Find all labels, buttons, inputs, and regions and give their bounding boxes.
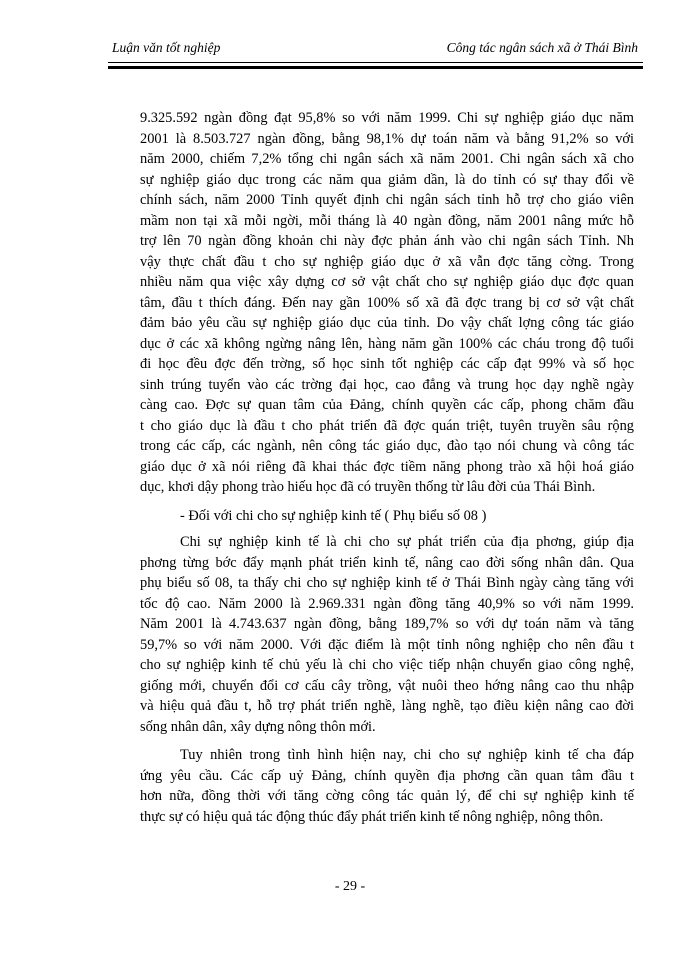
text-line: dục, khơi dậy phong trào hiếu học đã có truyền thống từ lâu đời của Thái Bình. (140, 479, 596, 495)
text-line: cho sự nghiệp kinh tế chủ yếu là chi cho việc tiếp nhận chuyển giao công nghệ, (140, 657, 634, 673)
text-line: Chi sự nghiệp kinh tế là chi cho sự phát triển của địa phơng, giúp địa (180, 534, 634, 550)
header-topic-label: Công tác ngân sách xã ở Thái Bình (446, 40, 638, 55)
text-line: đảm bảo yêu cầu sự nghiệp giáo dục của tỉnh. Do vậy chất lợng công tác giáo (140, 315, 634, 331)
text-line: tâm, đầu t thích đáng. Đến nay gần 100% số xã đã đợc trang bị cơ sở vật chất (140, 294, 634, 311)
paragraph-economic (140, 532, 634, 737)
text-line: nhiều năm qua việc xây dựng cơ sở vật chất cho sự nghiệp giáo dục đợc quan (140, 274, 634, 290)
text-line: mầm non tại xã mỗi ngời, mỗi tháng là 40 ngàn đồng, năm 2001 nâng mức hỗ (140, 212, 634, 229)
text-line: chính sách, năm 2000 Tỉnh quyết định chi ngân sách tỉnh hỗ trợ cho giáo viên (140, 192, 634, 208)
text-line: hơn nữa, đồng thời với tăng cờng công tác quản lý, để chi sự nghiệp kinh tế (140, 788, 634, 804)
text-line: Năm 2001 là 4.743.637 ngàn đồng, bằng 189,7% so với dự toán năm và tăng (140, 616, 634, 632)
text-line: thực sự có hiệu quả tác động thúc đẩy phát triển kinh tế nông nghiệp, nông thôn. (140, 808, 604, 825)
text-line: trợ lên 70 ngàn đồng khoản chi này đợc phản ánh vào chi ngân sách Tỉnh. Nh (140, 233, 634, 249)
text-line: sự nghiệp giáo dục trong các năm qua giảm dần, là do tỉnh có sự thay đổi về (140, 171, 634, 188)
text-line: giống mới, chuyển đổi cơ cấu cây trồng, vật nuôi theo hớng nâng cao thu nhập (140, 677, 634, 694)
text-line: 59,7% so với năm 2000. Với đặc điểm là một tỉnh nông nghiệp cho nên đầu t (140, 636, 634, 653)
paragraph-conclusion (140, 745, 634, 827)
body-text (140, 108, 634, 827)
text-line: Tuy nhiên trong tình hình hiện nay, chi cho sự nghiệp kinh tế cha đáp (180, 747, 634, 763)
text-line: 2001 là 8.503.727 ngàn đồng, bằng 98,1% dự toán năm và bằng 91,2% so với (140, 130, 634, 147)
page-footer (0, 879, 700, 895)
text-line: dục ở các xã không ngừng nâng lên, hàng năm gần 100% các cháu trong độ tuổi (140, 335, 634, 352)
page-header (112, 40, 638, 60)
paragraph-education (140, 108, 634, 498)
text-line: t cho giáo dục là đầu t cho phát triển đã đợc quán triệt, tuyên truyền sâu rộng (140, 417, 634, 434)
text-line: sinh trúng tuyển vào các trờng đại học, cao đẳng và trung học dạy nghề ngày (140, 376, 634, 393)
page-number: - 29 - (334, 879, 366, 894)
text-line: phơng từng bớc đẩy mạnh phát triển kinh tế, nâng cao đời sống nhân dân. Qua (140, 554, 634, 571)
text-line: năm 2000, chiếm 7,2% tổng chi ngân sách xã năm 2001. Chi ngân sách xã cho (140, 151, 634, 167)
text-line: 9.325.592 ngàn đồng đạt 95,8% so với năm 1999. Chi sự nghiệp giáo dục năm (140, 110, 634, 126)
text-line: ứng yêu cầu. Các cấp uỷ Đảng, chính quyền địa phơng cần quan tâm đầu t (140, 767, 634, 784)
text-line: đi học đều đợc đến trờng, số học sinh tốt nghiệp các cấp đạt 99% và số học (140, 356, 634, 372)
text-line: càng cao. Đợc sự quan tâm của Đảng, chính quyền các cấp, phong chăm đầu (140, 397, 634, 413)
text-line: sống nhân dân, xây dựng nông thôn mới. (140, 718, 376, 735)
header-thesis-label: Luận văn tốt nghiệp (112, 40, 221, 55)
text-line: vậy thực chất đầu t cho sự nghiệp giáo dục ở xã vẫn đợc tăng cờng. Trong (140, 253, 634, 270)
text-line: phụ biểu số 08, ta thấy chi cho sự nghiệp kinh tế ở Thái Bình ngày càng tăng với (140, 575, 634, 591)
text-line: trong các cấp, các ngành, nên công tác giáo dục, đào tạo nói chung và công tác (140, 438, 634, 454)
header-rule-thick (108, 66, 643, 69)
text-line: tốc độ cao. Năm 2000 là 2.969.331 ngàn đồng tăng 40,9% so với năm 1999. (140, 595, 634, 612)
subheading-economic-spending: - Đối với chi cho sự nghiệp kinh tế ( Phụ biểu số 08 ) (180, 507, 487, 524)
text-line: và hiệu quả đầu t, hỗ trợ phát triển nghề, làng nghề, tạo điều kiện nâng cao đời (140, 698, 634, 714)
header-rule-thin (108, 62, 643, 63)
text-line: giáo dục ở xã nói riêng đã khai thác đợc tiềm năng phong trào xã hội hoá giáo (140, 458, 634, 475)
